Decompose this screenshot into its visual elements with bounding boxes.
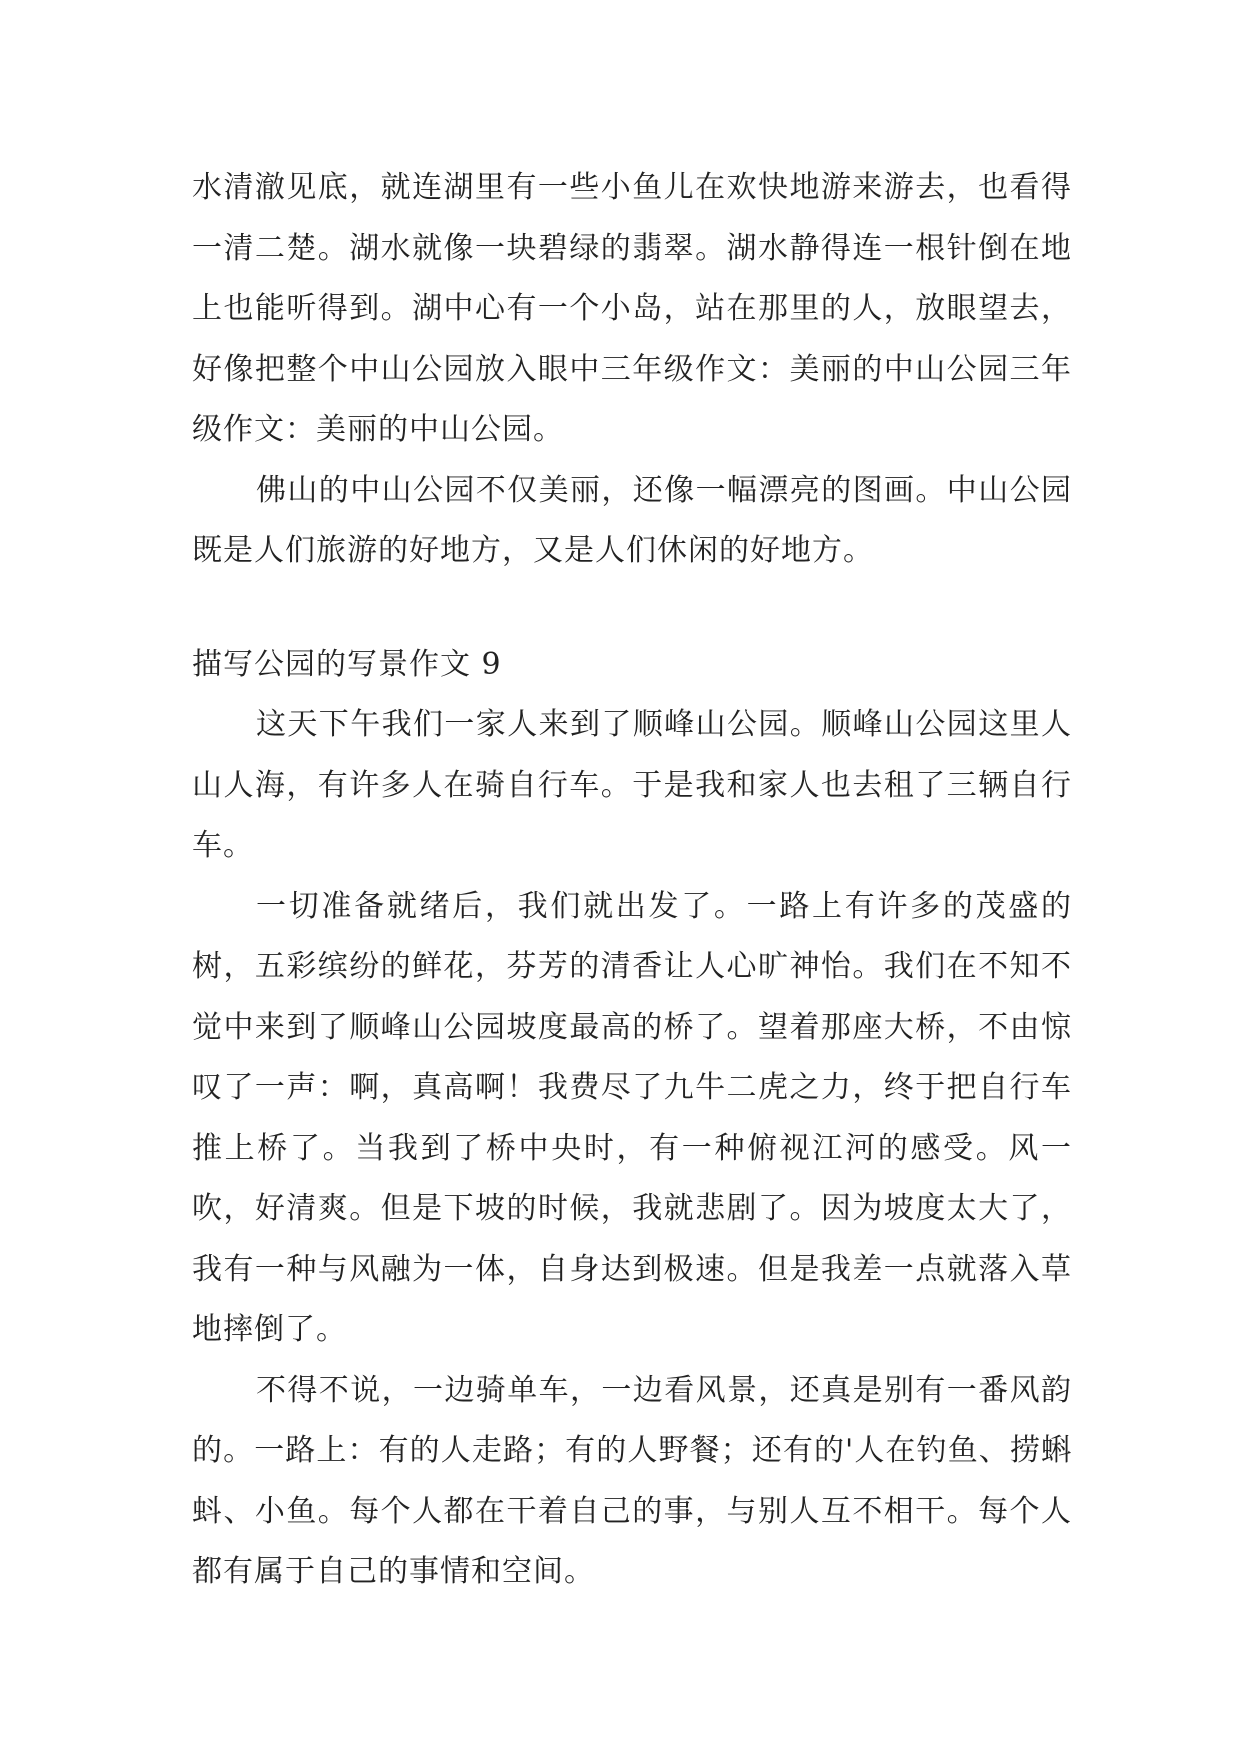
document-page [192, 158, 1072, 1603]
section-title: 描写公园的写景作文 9 [192, 646, 502, 682]
paragraph-bridge-ride: 一切准备就绪后，我们就出发了。一路上有许多的茂盛的树，五彩缤纷的鲜花，芬芳的清香让人心旷神怡。我们在不知不觉中来到了顺峰山公园坡度最高的桥了。望着那座大桥，不由惊叹了一声：啊，真高啊！我费尽了九牛二虎之力，终于把自行车推上桥了。当我到了桥中央时，有一种俯视江河的感受。风一吹，好清爽。但是下坡的时候，我就悲剧了。因为坡度太大了，我有一种与风融为一体，自身达到极速。但是我差一点就落入草地摔倒了。 [192, 888, 1072, 1347]
paragraph-arrival: 这天下午我们一家人来到了顺峰山公园。顺峰山公园这里人山人海，有许多人在骑自行车。于是我和家人也去租了三辆自行车。 [192, 707, 1072, 863]
paragraph-scenery: 不得不说，一边骑单车，一边看风景，还真是别有一番风韵的。一路上：有的人走路；有的人野餐；还有的'人在钓鱼、捞蝌蚪、小鱼。每个人都在干着自己的事，与别人互不相干。每个人都有属于自己的事情和空间。 [192, 1372, 1072, 1589]
paragraph-continued: 水清澈见底，就连湖里有一些小鱼儿在欢快地游来游去，也看得一清二楚。湖水就像一块碧绿的翡翠。湖水静得连一根针倒在地上也能听得到。湖中心有一个小岛，站在那里的人，放眼望去，好像把整个中山公园放入眼中三年级作文：美丽的中山公园三年级作文：美丽的中山公园。 [192, 170, 1072, 447]
paragraph-zhongshan-summary: 佛山的中山公园不仅美丽，还像一幅漂亮的图画。中山公园既是人们旅游的好地方，又是人们休闲的好地方。 [192, 472, 1072, 568]
